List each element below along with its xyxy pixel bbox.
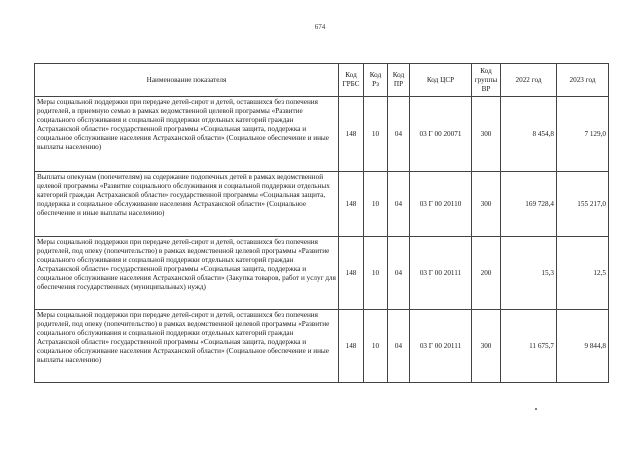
row-csr: 03 Г 00 20111 xyxy=(410,310,472,383)
row-rz: 10 xyxy=(364,310,388,383)
header-vr: Код группы ВР xyxy=(472,64,501,97)
row-pr: 04 xyxy=(388,310,410,383)
row-pr: 04 xyxy=(388,237,410,310)
row-csr: 03 Г 00 20110 xyxy=(410,172,472,237)
table-row xyxy=(35,237,609,310)
budget-table xyxy=(34,63,609,383)
row-rz: 10 xyxy=(364,237,388,310)
row-csr: 03 Г 00 20111 xyxy=(410,237,472,310)
table-row xyxy=(35,97,609,172)
row-name: Меры социальной поддержки при передаче детей-сирот и детей, оставшихся без попечения родителей, под опеку (попечительство) в рамках ведомственной целевой программы «Развитие социального обслуживания и социальной поддержки отдельных категорий граждан Астраханской области» государственной программы «Социальная защита, поддержка и социальное обслуживание населения Астраханской области» (Закупка товаров, работ и услуг для обеспечения государственных (муниципальных) нужд) xyxy=(35,237,339,310)
row-rz: 10 xyxy=(364,97,388,172)
row-2023: 155 217,0 xyxy=(557,172,609,237)
page-number: 674 xyxy=(314,23,326,31)
row-pr: 04 xyxy=(388,172,410,237)
row-vr: 300 xyxy=(472,310,501,383)
scan-speck xyxy=(535,408,537,410)
row-2022: 8 454,8 xyxy=(501,97,557,172)
row-grbs: 148 xyxy=(339,172,364,237)
row-vr: 300 xyxy=(472,97,501,172)
row-2022: 169 728,4 xyxy=(501,172,557,237)
header-rz: Код Рз xyxy=(364,64,388,97)
row-2023: 12,5 xyxy=(557,237,609,310)
header-csr: Код ЦСР xyxy=(410,64,472,97)
row-name: Выплаты опекунам (попечителям) на содержание подопечных детей в рамках ведомственной целевой программы «Развитие социального обслуживания и социальной поддержки отдельных категорий граждан Астраханской области» государственной программы «Социальная защита, поддержка и социальное обслуживание населения Астраханской области» (Социальное обеспечение и иные выплаты населению) xyxy=(35,172,339,237)
row-name: Меры социальной поддержки при передаче детей-сирот и детей, оставшихся без попечения родителей, под опеку (попечительство) в рамках ведомственной целевой программы «Развитие социального обслуживания и социальной поддержки отдельных категорий граждан Астраханской области» государственной программы «Социальная защита, поддержка и социальное обслуживание населения Астраханской области» (Социальное обеспечение и иные выплаты населению) xyxy=(35,310,339,383)
table-row xyxy=(35,310,609,383)
row-grbs: 148 xyxy=(339,310,364,383)
row-grbs: 148 xyxy=(339,237,364,310)
header-pr: Код ПР xyxy=(388,64,410,97)
table-row xyxy=(35,172,609,237)
row-vr: 200 xyxy=(472,237,501,310)
row-rz: 10 xyxy=(364,172,388,237)
row-csr: 03 Г 00 20071 xyxy=(410,97,472,172)
header-2023: 2023 год xyxy=(557,64,609,97)
row-2023: 9 844,8 xyxy=(557,310,609,383)
header-2022: 2022 год xyxy=(501,64,557,97)
header-name: Наименование показателя xyxy=(35,64,339,97)
row-grbs: 148 xyxy=(339,97,364,172)
table-header-row xyxy=(35,64,609,97)
row-2022: 11 675,7 xyxy=(501,310,557,383)
row-name: Меры социальной поддержки при передаче детей-сирот и детей, оставшихся без попечения родителей, в приемную семью в рамках ведомственной целевой программы «Развитие социального обслуживания и социальной поддержки отдельных категорий граждан Астраханской области» государственной программы «Социальная защита, поддержка и социальное обслуживание населения Астраханской области» (Социальное обеспечение и иные выплаты населению) xyxy=(35,97,339,172)
row-2023: 7 129,0 xyxy=(557,97,609,172)
row-2022: 15,3 xyxy=(501,237,557,310)
row-vr: 300 xyxy=(472,172,501,237)
header-grbs: Код ГРБС xyxy=(339,64,364,97)
row-pr: 04 xyxy=(388,97,410,172)
